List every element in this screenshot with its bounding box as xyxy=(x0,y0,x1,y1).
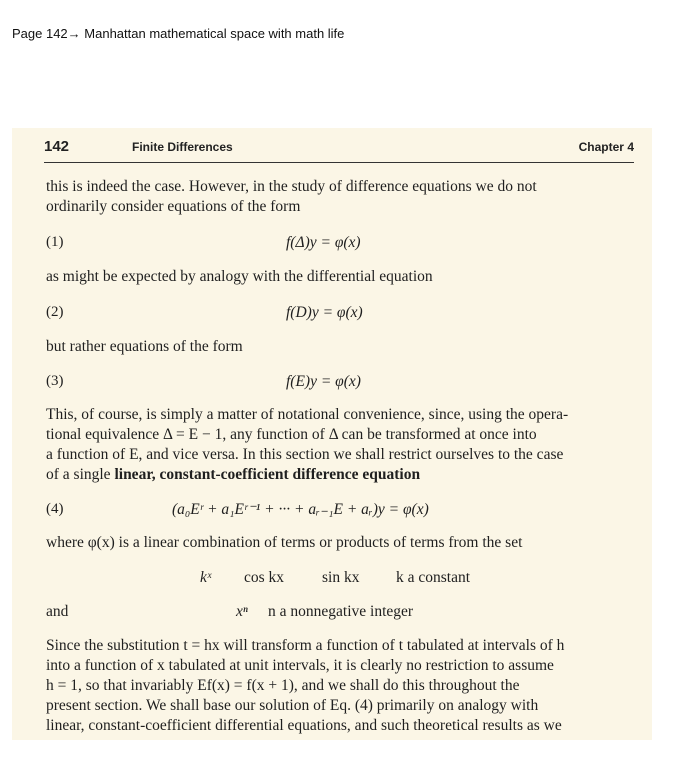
set-term: cos kx xyxy=(244,569,285,586)
body-line: This, of course, is simply a matter of notational convenience, since, using the opera- xyxy=(46,406,569,423)
body-line xyxy=(46,466,420,484)
body-line: where φ(x) is a linear combination of terms or products of terms from the set xyxy=(46,534,523,551)
bold-term: linear, constant-coefficient difference equation xyxy=(114,466,421,483)
section-title: Finite Differences xyxy=(132,140,233,154)
body-line: as might be expected by analogy with the differential equation xyxy=(46,268,433,285)
equation-number: (4) xyxy=(46,501,64,517)
set-condition: n a nonnegative integer xyxy=(268,603,414,620)
set-term: xⁿ xyxy=(236,603,248,620)
body-line: a function of E, and vice versa. In this section we shall restrict ourselves to the case xyxy=(46,446,564,463)
equation-number: (2) xyxy=(46,304,64,320)
set-condition: k a constant xyxy=(396,569,471,586)
page-caption: Page 142→ Manhattan mathematical space with math life xyxy=(12,26,345,41)
body-line: ordinarily consider equations of the form xyxy=(46,198,301,215)
equation-number: (3) xyxy=(46,373,64,389)
equation-3: f(E)y = φ(x) xyxy=(286,373,361,390)
scanned-book-page xyxy=(12,128,652,740)
body-line: but rather equations of the form xyxy=(46,338,243,355)
equation-1: f(Δ)y = φ(x) xyxy=(286,234,361,251)
body-line: into a function of x tabulated at unit intervals, it is clearly no restriction to assume xyxy=(46,657,554,674)
body-line: and xyxy=(46,603,69,620)
chapter-label: Chapter 4 xyxy=(578,140,634,154)
body-line: this is indeed the case. However, in the study of difference equations we do not xyxy=(46,178,537,195)
equation-number: (1) xyxy=(46,234,64,250)
body-line: linear, constant-coefficient differential equations, and such theoretical results as we xyxy=(46,717,562,734)
body-line: present section. We shall base our solution of Eq. (4) primarily on analogy with xyxy=(46,697,539,714)
page-number: 142 xyxy=(44,138,70,155)
equation-4: (a₀Eʳ + a₁Eʳ⁻¹ + ··· + aᵣ₋₁E + aᵣ)y = φ(x) xyxy=(172,501,429,518)
running-header xyxy=(44,136,634,163)
body-line: Since the substitution t = hx will transform a function of t tabulated at intervals of h xyxy=(46,637,565,654)
set-term: sin kx xyxy=(322,569,360,586)
body-text: of a single xyxy=(46,466,115,483)
body-line: h = 1, so that invariably Ef(x) = f(x + 1), and we shall do this throughout the xyxy=(46,677,520,694)
set-term: kˣ xyxy=(200,569,212,586)
equation-2: f(D)y = φ(x) xyxy=(286,304,363,321)
body-line: tional equivalence Δ = E − 1, any function of Δ can be transformed at once into xyxy=(46,426,537,443)
